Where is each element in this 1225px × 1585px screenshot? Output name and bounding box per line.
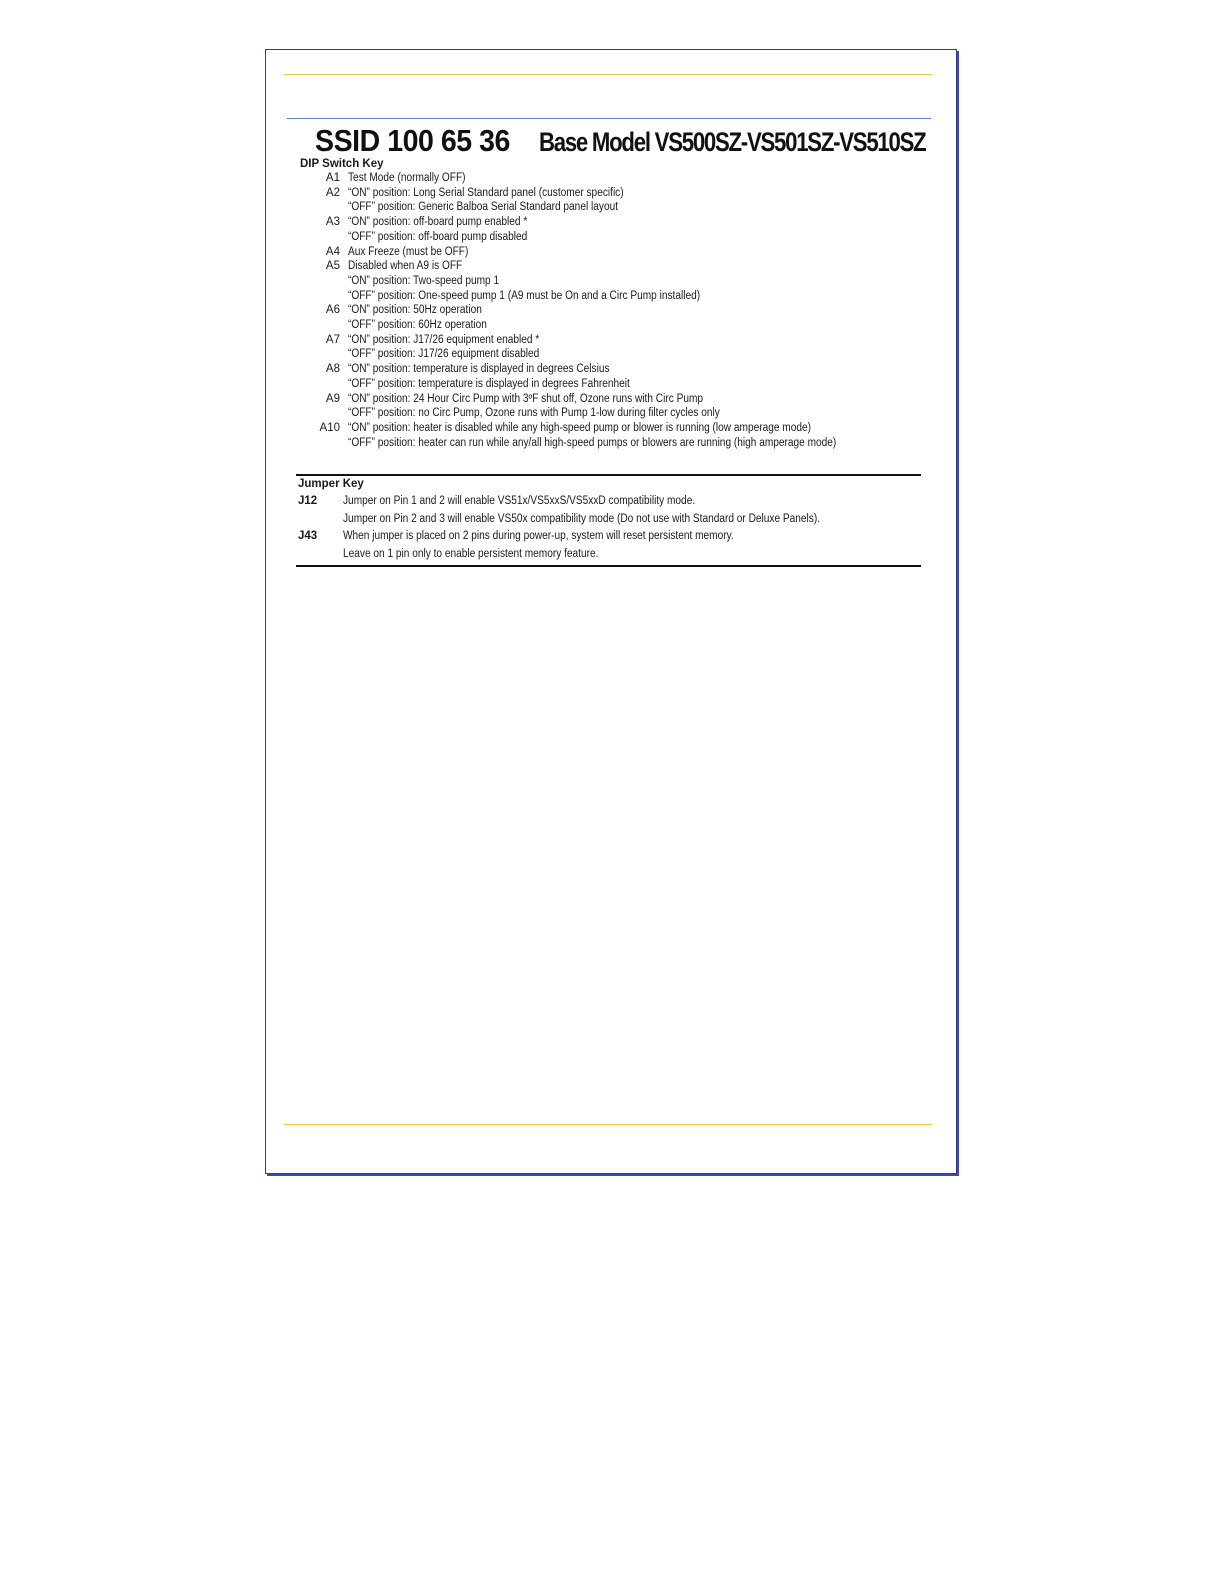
top-yellow-rule bbox=[284, 74, 932, 75]
dip-switch-description: “OFF” position: Generic Balboa Serial Standard panel layout bbox=[348, 201, 619, 214]
jumper-code: J43 bbox=[298, 530, 318, 542]
dip-switch-description: “OFF” position: 60Hz operation bbox=[348, 319, 487, 331]
dip-switch-code: A8 bbox=[325, 363, 340, 376]
dip-switch-code: A1 bbox=[325, 172, 340, 184]
title-row bbox=[315, 123, 935, 157]
jumper-description: Jumper on Pin 2 and 3 will enable VS50x compatibility mode (Do not use with Standard or Deluxe Panels). bbox=[343, 512, 821, 525]
jumper-key-bottom-rule bbox=[296, 565, 921, 567]
ssid-title: SSID 100 65 36 bbox=[315, 123, 510, 158]
dip-switch-code: A3 bbox=[325, 216, 340, 229]
jumper-code: J12 bbox=[298, 495, 318, 507]
document-page bbox=[265, 49, 957, 1174]
dip-switch-code: A10 bbox=[319, 421, 340, 434]
dip-switch-description: “ON” position: off-board pump enabled * bbox=[348, 216, 528, 229]
jumper-key-top-rule bbox=[296, 474, 921, 476]
dip-switch-description: “ON” position: Long Serial Standard panel (customer specific) bbox=[348, 186, 624, 199]
base-model-title: Base Model VS500SZ-VS501SZ-VS510SZ bbox=[539, 127, 926, 157]
dip-switch-code: A7 bbox=[325, 333, 340, 346]
dip-switch-description: “OFF” position: One-speed pump 1 (A9 must be On and a Circ Pump installed) bbox=[348, 289, 701, 302]
jumper-key-heading: Jumper Key bbox=[298, 478, 364, 490]
dip-switch-description: “ON” position: temperature is displayed in degrees Celsius bbox=[348, 363, 610, 376]
jumper-description: Leave on 1 pin only to enable persistent memory feature. bbox=[343, 547, 599, 560]
dip-switch-description: Test Mode (normally OFF) bbox=[348, 172, 466, 184]
dip-switch-description: “ON” position: Two-speed pump 1 bbox=[348, 274, 500, 287]
dip-switch-key-heading: DIP Switch Key bbox=[300, 158, 384, 170]
jumper-description: When jumper is placed on 2 pins during power-up, system will reset persistent memory. bbox=[343, 530, 734, 542]
dip-switch-description: “OFF” position: J17/26 equipment disabled bbox=[348, 348, 540, 361]
dip-switch-code: A6 bbox=[325, 304, 340, 317]
dip-switch-description: “ON” position: heater is disabled while any high-speed pump or blower is running (low amperage mode) bbox=[348, 421, 811, 434]
dip-switch-code: A9 bbox=[325, 392, 340, 405]
dip-switch-description: “OFF” position: heater can run while any/all high-speed pumps or blowers are running (high amperage mode) bbox=[348, 436, 837, 449]
dip-switch-code: A4 bbox=[325, 245, 340, 258]
dip-switch-code: A2 bbox=[325, 186, 340, 199]
dip-switch-description: Aux Freeze (must be OFF) bbox=[348, 245, 469, 258]
dip-switch-code: A5 bbox=[325, 260, 340, 273]
dip-switch-description: “ON” position: 24 Hour Circ Pump with 3ºF shut off, Ozone runs with Circ Pump bbox=[348, 392, 704, 405]
bottom-yellow-rule bbox=[284, 1124, 932, 1125]
dip-switch-description: “OFF” position: no Circ Pump, Ozone runs with Pump 1-low during filter cycles only bbox=[348, 407, 720, 420]
top-blue-rule bbox=[287, 118, 931, 119]
dip-switch-description: “OFF” position: off-board pump disabled bbox=[348, 230, 528, 243]
jumper-description: Jumper on Pin 1 and 2 will enable VS51x/VS5xxS/VS5xxD compatibility mode. bbox=[343, 495, 696, 507]
dip-switch-description: “ON” position: 50Hz operation bbox=[348, 304, 482, 317]
dip-switch-description: “OFF” position: temperature is displayed in degrees Fahrenheit bbox=[348, 377, 630, 390]
dip-switch-description: Disabled when A9 is OFF bbox=[348, 260, 463, 273]
dip-switch-description: “ON” position: J17/26 equipment enabled * bbox=[348, 333, 540, 346]
